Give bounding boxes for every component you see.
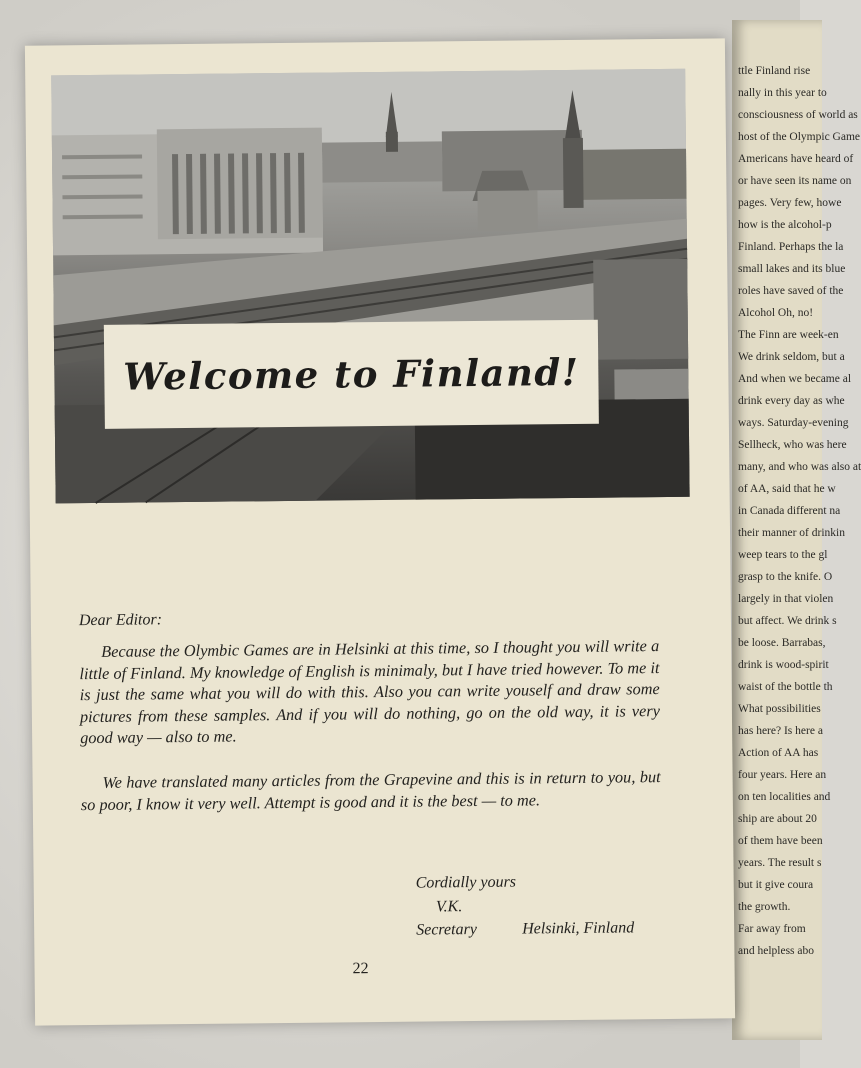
facing-page-line: or have seen its name on — [738, 175, 852, 187]
page-number: 22 — [352, 960, 369, 978]
facing-page-line: years. The result s — [738, 857, 822, 869]
facing-page-line: host of the Olympic Game — [738, 131, 861, 143]
letter-closing: Cordially yours — [415, 873, 517, 892]
facing-page-line: grasp to the knife. O — [738, 571, 833, 583]
facing-page-line: four years. Here an — [738, 769, 827, 781]
facing-page-line: small lakes and its blue — [738, 263, 846, 275]
facing-page-text — [738, 60, 861, 962]
facing-page-line: many, and who was also at — [738, 461, 861, 473]
facing-page-line: and helpless abo — [738, 945, 815, 957]
letter-paragraph-1: Because the Olymbic Games are in Helsinki at this time, so I thought you will write a little of Finland. My knowledge of English is minimaly, but I have tried however. To me it is just the same what you will do with this. Also you can write youself and draw some pictures from these samples. And if you will do nothing, go on the old way, it is very good way — also to me. — [79, 636, 660, 748]
facing-page-line: Far away from — [738, 923, 806, 935]
letter-signer-title: Secretary — [416, 921, 477, 939]
facing-page-line: ttle Finland rise — [738, 65, 811, 77]
magazine-page — [25, 38, 735, 1025]
facing-page-line: the growth. — [738, 901, 791, 913]
facing-page-line: ship are about 20 — [738, 813, 817, 825]
facing-page-line: has here? Is here a — [738, 725, 823, 737]
facing-page-line: on ten localities and — [738, 791, 831, 803]
facing-page-line: roles have saved of the — [738, 285, 844, 297]
letter-initials: V.K. — [435, 898, 463, 916]
facing-page-line: be loose. Barrabas, — [738, 637, 826, 649]
facing-page-line: pages. Very few, howe — [738, 197, 842, 209]
facing-page-line: of AA, said that he w — [738, 483, 836, 495]
facing-page-line: waist of the bottle th — [738, 681, 833, 693]
facing-page-line: We drink seldom, but a — [738, 351, 845, 363]
facing-page-line: drink is wood-spirit — [738, 659, 829, 671]
banner-title: Welcome to Finland! — [122, 349, 580, 399]
facing-page-line: Sellheck, who was here — [738, 439, 847, 451]
facing-page-line: consciousness of world as — [738, 109, 858, 121]
facing-page-line: Alcohol Oh, no! — [738, 307, 814, 319]
facing-page-line: how is the alcohol-p — [738, 219, 832, 231]
facing-page-line: largely in that violen — [738, 593, 834, 605]
facing-page-line: in Canada different na — [738, 505, 841, 517]
facing-page-line: of them have been — [738, 835, 823, 847]
facing-page-line: but affect. We drink s — [738, 615, 837, 627]
facing-page-line: weep tears to the gl — [738, 549, 828, 561]
facing-page-line: their manner of drinkin — [738, 527, 845, 539]
letter-location: Helsinki, Finland — [522, 919, 635, 938]
facing-page-line: Finland. Perhaps the la — [738, 241, 844, 253]
facing-page-line: but it give coura — [738, 879, 814, 891]
letter-salutation: Dear Editor: — [78, 611, 163, 630]
facing-page-line: ways. Saturday-evening — [738, 417, 849, 429]
welcome-banner — [104, 320, 599, 429]
facing-page-line: nally in this year to — [738, 87, 827, 99]
city-skyline-illustration — [51, 69, 689, 504]
facing-page-line: What possibilities — [738, 703, 821, 715]
facing-page-line: Action of AA has — [738, 747, 819, 759]
helsinki-photo — [51, 69, 689, 504]
facing-page-line: Americans have heard of — [738, 153, 854, 165]
facing-page-line: And when we became al — [738, 373, 852, 385]
facing-page-line: drink every day as whe — [738, 395, 845, 407]
facing-page-line: The Finn are week-en — [738, 329, 839, 341]
letter-paragraph-2: We have translated many articles from the Grapevine and this is in return to you, but so poor, I know it very well. Attempt is good and it is the best — to me. — [80, 767, 661, 814]
facing-page — [732, 20, 861, 1040]
